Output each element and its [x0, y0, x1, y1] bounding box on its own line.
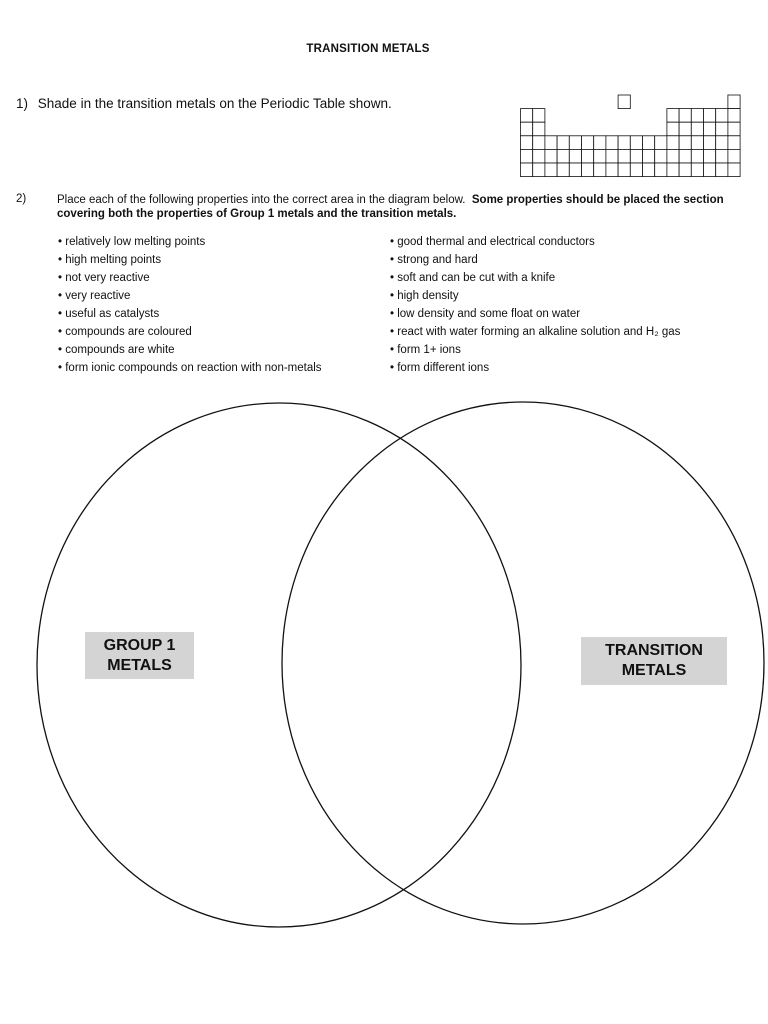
transition-label-line2: METALS	[621, 662, 687, 679]
property-item: • form 1+ ions	[390, 341, 680, 359]
property-item: • very reactive	[58, 287, 322, 305]
question-2-number: 2)	[16, 193, 27, 205]
transition-label-line1: TRANSITION	[605, 642, 703, 659]
group1-label	[85, 632, 194, 679]
property-item: • useful as catalysts	[58, 305, 322, 323]
property-item: • form ionic compounds on reaction with non-metals	[58, 359, 322, 377]
property-item: • react with water forming an alkaline solution and H₂ gas	[390, 323, 680, 341]
property-item: • strong and hard	[390, 251, 680, 269]
question-1-text: Shade in the transition metals on the Periodic Table shown.	[37, 96, 392, 111]
transition-label	[581, 637, 727, 685]
property-item: • high melting points	[58, 251, 322, 269]
property-item: • not very reactive	[58, 269, 322, 287]
property-item: • soft and can be cut with a knife	[390, 269, 680, 287]
property-item: • relatively low melting points	[58, 233, 322, 251]
property-item: • good thermal and electrical conductors	[390, 233, 680, 251]
page-title: TRANSITION METALS	[306, 43, 430, 55]
group1-label-line2: METALS	[107, 656, 172, 674]
property-item: • low density and some float on water	[390, 305, 680, 323]
question-2-instruction: Place each of the following properties into the correct area in the diagram below.	[57, 194, 466, 206]
question-2-bold-note: Some properties should be placed the section covering both the properties of Group 1 metals and the transition metals.	[57, 194, 724, 220]
property-item: • form different ions	[390, 359, 680, 377]
question-1-number: 1)	[16, 96, 29, 111]
property-item: • high density	[390, 287, 680, 305]
property-item: • compounds are white	[58, 341, 322, 359]
group1-label-line1: GROUP 1	[103, 636, 176, 654]
property-item: • compounds are coloured	[58, 323, 322, 341]
